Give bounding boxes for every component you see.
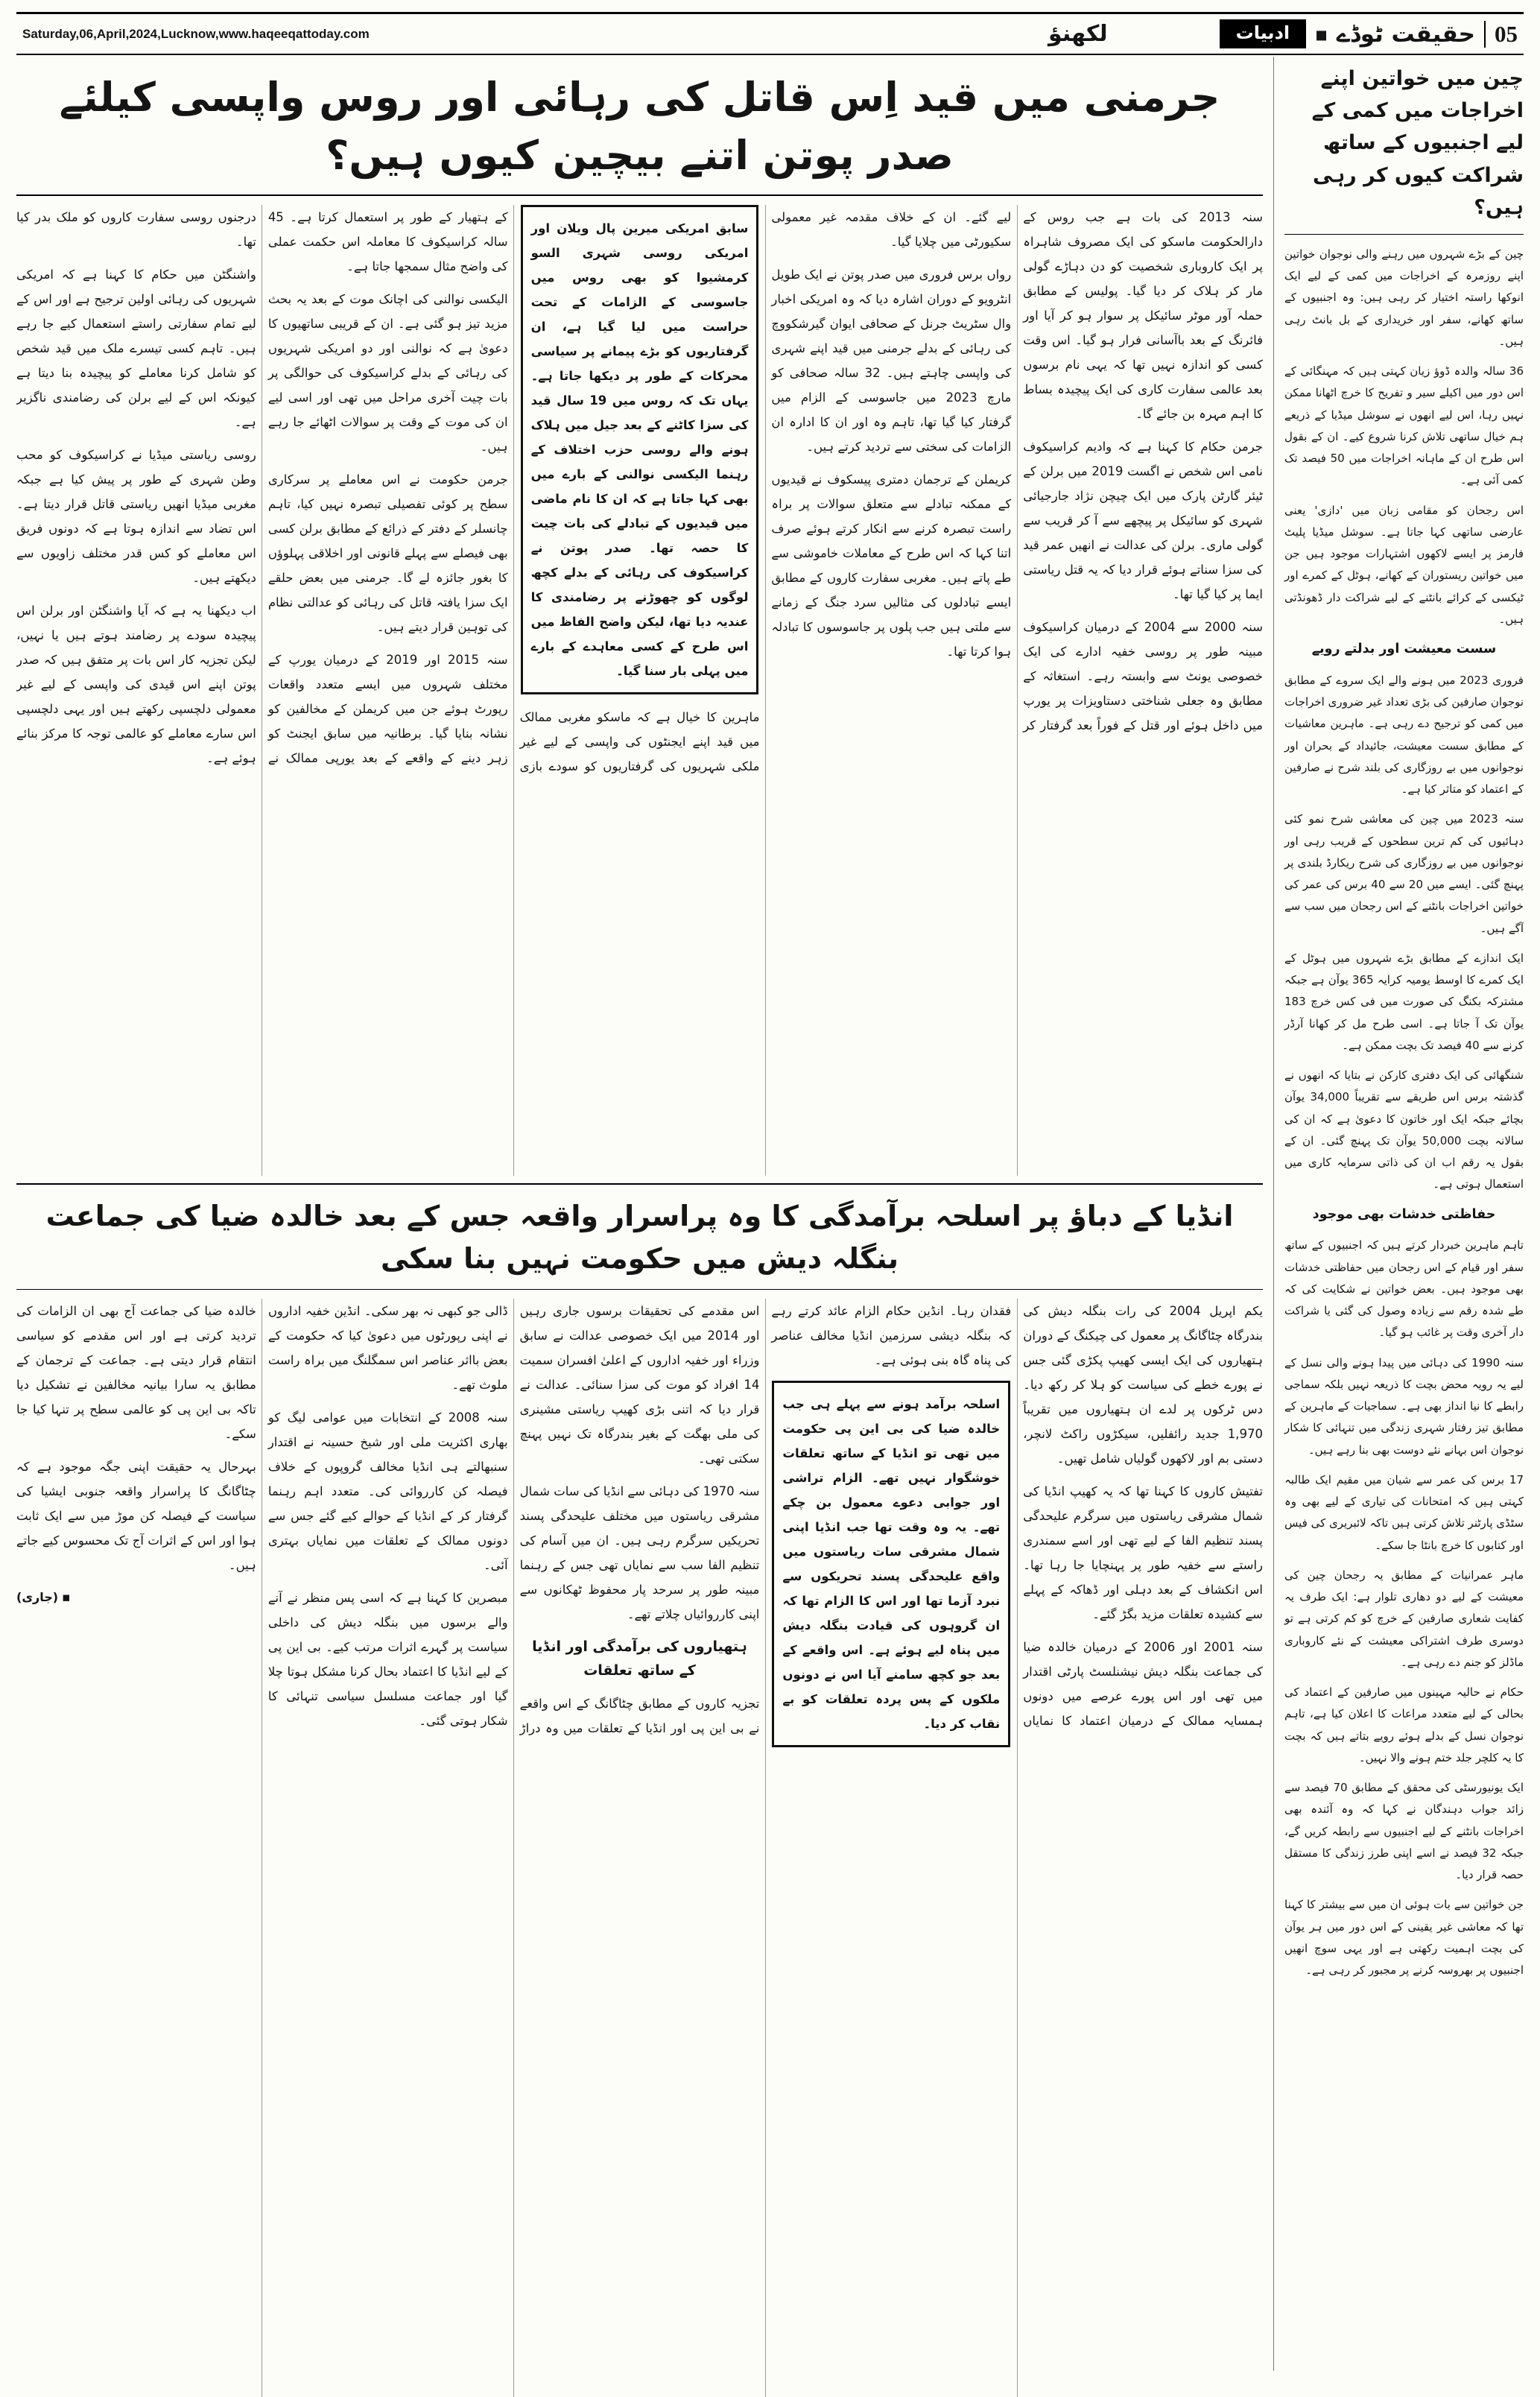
body-paragraph: سنہ 2000 سے 2004 کے درمیان کراسیکوف مبینہ طور پر روسی خفیہ ادارے کی ایک خصوصی یونٹ سے وابستہ رہے۔ استغاثہ کے مطابق وہ جعلی شناختی دستاویزات پر یورپ میں داخل ہوئے اور قتل کے فوراً بعد گرفتار کر لیے گئے۔ ان کے خلاف مقدمہ غیر معمولی سکیورٹی میں چلایا گیا۔ <box>771 209 1263 732</box>
body-paragraph: سنہ 1990 کی دہائی میں پیدا ہونے والی نسل کے لیے یہ رویہ محض بچت کا ذریعہ نہیں بلکہ سماجی رابطے کا نیا انداز بھی ہے۔ سماجیات کے ماہرین کے مطابق تیز رفتار شہری زندگی میں تنہائی کا شکار نوجوان اس بہانے نئے دوست بھی بنا رہے ہیں۔ <box>1284 1355 1524 1457</box>
article-arms-subhead: ہتھیاروں کی برآمدگی اور انڈیا کے ساتھ تعلقات <box>532 1638 747 1679</box>
body-paragraph: روسی ریاستی میڈیا نے کراسیکوف کو محب وطن شہری کے طور پر پیش کیا ہے جبکہ مغربی میڈیا انھیں ریاستی قاتل قرار دیتا ہے۔ اس تضاد سے اندازہ ہوتا ہے کہ دونوں فریق اس معاملے کو کس قدر مختلف زاویوں سے دیکھتے ہیں۔ <box>16 447 256 585</box>
body-paragraph: حکام نے حالیہ مہینوں میں صارفین کے اعتماد کی بحالی کے لیے متعدد مراعات کا اعلان کیا ہے، تاہم نوجوان نسل کے بدلے ہوئے رویے بتاتے ہیں کہ بچت کا یہ کلچر جلد ختم ہونے والا نہیں۔ <box>1284 1685 1524 1764</box>
city-name: لکھنؤ <box>1048 21 1108 47</box>
article-china-subhead: سست معیشت اور بدلتے رویے <box>1311 642 1497 657</box>
page-content <box>16 57 1524 2371</box>
dateline: Saturday,06,April,2024,Lucknow,www.haqeeqattoday.com <box>22 26 370 41</box>
body-paragraph: ماہر عمرانیات کے مطابق یہ رجحان چین کی معیشت کے لیے دو دھاری تلوار ہے: ایک طرف یہ کفایت شعاری صارفین کے خرچ کو کم کرتی ہے تو دوسری طرف اشتراکی معیشت کے نئے کاروباری ماڈلز کو جنم دے رہی ہے۔ <box>1284 1568 1524 1669</box>
body-paragraph: تفتیش کاروں کا کہنا تھا کہ یہ کھیپ انڈیا کی شمال مشرقی ریاستوں میں سرگرم علیحدگی پسند تنظیم الفا کے لیے تھی اور اسے سمندری راستے سے خفیہ طور پر پہنچایا جا رہا تھا۔ اس انکشاف کے بعد دہلی اور ڈھاکہ کے پہلے سے کشیدہ تعلقات مزید بگڑ گئے۔ <box>1023 1484 1263 1621</box>
article-putin-body <box>16 196 1263 1176</box>
body-paragraph: اس رجحان کو مقامی زبان میں 'دازی' یعنی عارضی ساتھی کہا جاتا ہے۔ سوشل میڈیا پلیٹ فارمز پر ایسے لاکھوں اشتہارات موجود ہیں جن میں خواتین ریستوران کے کھانے، ہوٹل کے کمرے اور ٹیکسی کے کرائے بانٹنے کے لیے شراکت دار ڈھونڈتی ہیں۔ <box>1284 503 1524 626</box>
body-paragraph: تجزیہ کاروں کے مطابق چٹاگانگ کے اس واقعے نے بی این پی اور انڈیا کے تعلقات میں وہ دراڑ ڈالی جو کبھی نہ بھر سکی۔ انڈین خفیہ اداروں نے اپنی رپورٹوں میں دعویٰ کیا کہ حکومت کے بعض بااثر عناصر اس سمگلنگ میں براہ راست ملوث تھے۔ <box>267 1303 760 1736</box>
body-paragraph: سنہ 2023 میں چین کی معاشی شرح نمو کئی دہائیوں کی کم ترین سطحوں کے قریب رہی اور نوجوانوں میں بے روزگاری کی شرح ریکارڈ بلندی پر پہنچ گئی۔ ایسے میں 20 سے 40 برس کی عمر کی خواتین اخراجات بانٹنے کے اس رجحان میں سب سے آگے ہیں۔ <box>1284 812 1524 935</box>
body-paragraph: سنہ 2015 اور 2019 کے درمیان یورپ کے مختلف شہروں میں ایسے متعدد واقعات رپورٹ ہوئے جن میں کریملن کے مخالفین کو نشانہ بنایا گیا۔ برطانیہ میں سابق ایجنٹ کو زہر دینے کے واقعے کے بعد یورپی ممالک نے درجنوں روسی سفارت کاروں کو ملک بدر کیا تھا۔ <box>16 209 508 765</box>
body-paragraph: 36 سالہ والدہ ڈوؤ زیان کہتی ہیں کہ مہنگائی کے اس دور میں اکیلے سیر و تفریح کا خرچ اٹھانا ممکن نہیں رہا، اس لیے انھوں نے سوشل میڈیا کے ذریعے ہم خیال ساتھی تلاش کرنا شروع کیے۔ ان کے بقول اس طرح ان کے ماہانہ اخراجات میں 50 فیصد تک کمی آئی ہے۔ <box>1284 364 1524 487</box>
masthead-group <box>1220 19 1518 48</box>
newspaper-title: حقیقت ٹوڈے <box>1336 20 1475 48</box>
masthead-bar <box>16 12 1524 55</box>
continued-label: (جاری) <box>16 1589 59 1604</box>
main-area <box>16 57 1263 2371</box>
body-paragraph: سنہ 2008 کے انتخابات میں عوامی لیگ کو بھاری اکثریت ملی اور شیخ حسینہ نے اقتدار سنبھالتے ہی انڈیا مخالف گروپوں کے خلاف فیصلہ کن کارروائی کی۔ متعدد اہم رہنما گرفتار کر کے انڈیا کے حوالے کیے گئے جس سے دونوں ممالک کے تعلقات میں نمایاں بہتری آئی۔ <box>267 1410 508 1572</box>
body-paragraph: 17 برس کی عمر سے شیان میں مقیم ایک طالبہ کہتی ہیں کہ امتحانات کی تیاری کے لیے بھی وہ سٹڈی پارٹنر تلاش کرتی ہیں تاکہ لائبریری کی فیس اور کتابوں کا خرچ بانٹا جا سکے۔ <box>1284 1472 1524 1552</box>
continued-marker <box>16 1586 256 1609</box>
body-paragraph: چین کے بڑے شہروں میں رہنے والی نوجوان خواتین اپنے روزمرہ کے اخراجات میں کمی کے لیے ایک انوکھا راستہ اختیار کر رہی ہیں: وہ اجنبیوں کے ساتھ کھانے، سفر اور خریداری کے بل بانٹ رہی ہیں۔ <box>1284 247 1524 348</box>
body-paragraph: اس مقدمے کی تحقیقات برسوں جاری رہیں اور 2014 میں ایک خصوصی عدالت نے سابق وزراء اور خفیہ اداروں کے اعلیٰ افسران سمیت 14 افراد کو موت کی سزا سنائی۔ عدالت نے قرار دیا کہ اتنی بڑی کھیپ ریاستی مشینری کی ملی بھگت کے بغیر بندرگاہ تک نہیں پہنچ سکتی تھی۔ <box>519 1303 760 1466</box>
masthead-ornament-icon: ◼ <box>1315 25 1328 43</box>
body-paragraph: جن خواتین سے بات ہوئی ان میں سے بیشتر کا کہنا تھا کہ معاشی غیر یقینی کے اس دور میں ہر یوآن کی بچت اہمیت رکھتی ہے اور یہی سوچ انھیں اجنبیوں پر بھروسہ کرنے پر مجبور کر رہی ہے۔ <box>1284 1898 1524 1978</box>
pull-quote-box: سابق امریکی میرین پال ویلان اور امریکی روسی شہری السو کرمشیوا کو بھی روس میں جاسوسی کے الزامات کے تحت حراست میں لیا گیا ہے، ان گرفتاریوں کو بڑے پیمانے پر سیاسی محرکات کے طور پر دیکھا جاتا ہے۔ یہاں تک کہ روس میں 19 سال قید کی سزا کاٹنے کے بعد جیل میں ہلاک ہونے والے روسی حزب اختلاف کے رہنما الیکسی نوالنی کے بارے میں بھی کہا جاتا ہے کہ ان کا نام ماضی میں قیدیوں کے تبادلے کی بات چیت کا حصہ تھا۔ صدر پوتن نے کراسیکوف کی رہائی کے بدلے کچھ لوگوں کو چھوڑنے پر رضامندی کا عندیہ دیا تھا، لیکن واضح الفاظ میں اس طرح کے کسی معاہدے کے بارے میں پہلی بار سنا گیا۔ <box>521 205 759 694</box>
body-paragraph: سنہ 2001 اور 2006 کے درمیان خالدہ ضیا کی جماعت بنگلہ دیش نیشنلسٹ پارٹی اقتدار میں تھی اور اس پورے عرصے میں دونوں ہمسایہ ممالک کے درمیان اعتماد کا نمایاں فقدان رہا۔ انڈین حکام الزام عائد کرتے رہے کہ بنگلہ دیشی سرزمین انڈیا مخالف عناصر کی پناہ گاہ بنی ہوئی ہے۔ <box>771 1303 1263 1728</box>
body-paragraph: یکم اپریل 2004 کی رات بنگلہ دیش کی بندرگاہ چٹاگانگ پر معمول کی چیکنگ کے دوران ہتھیاروں کی ایک ایسی کھیپ پکڑی گئی جس نے پورے خطے کی سیاست کو ہلا کر رکھ دیا۔ دس ٹرکوں پر لدے ان ہتھیاروں میں تقریباً 1,970 جدید رائفلیں، سیکڑوں راکٹ لانچر، دستی بم اور لاکھوں گولیاں شامل تھیں۔ <box>1023 1303 1263 1466</box>
body-paragraph: جرمن حکام کا کہنا ہے کہ وادیم کراسیکوف نامی اس شخص نے اگست 2019 میں برلن کے ٹیئر گارٹن پارک میں ایک چیچن نژاد جارجیائی شہری کو سائیکل پر پیچھے سے آ کر قریب سے گولی ماری۔ برلن کی عدالت نے انھیں عمر قید کی سزا سناتے ہوئے قرار دیا کہ یہ قتل ریاستی ایما پر کیا گیا تھا۔ <box>1023 439 1263 601</box>
body-paragraph: ایک اندازے کے مطابق بڑے شہروں میں ہوٹل کے ایک کمرے کا اوسط یومیہ کرایہ 365 یوآن ہے جبکہ مشترکہ بکنگ کی صورت میں فی کس خرچ 183 یوآن تک آ جاتا ہے۔ اسی طرح مل کر کھانا آرڈر کرنے سے 40 فیصد تک بچت ممکن ہے۔ <box>1284 951 1524 1052</box>
body-paragraph: اب دیکھنا یہ ہے کہ آیا واشنگٹن اور برلن اس پیچیدہ سودے پر رضامند ہوتے ہیں یا نہیں، لیکن تجزیہ کار اس بات پر متفق ہیں کہ صدر پوتن اپنے اس قیدی کی واپسی کے لیے غیر معمولی دلچسپی رکھتے ہیں اور یہی دلچسپی اس سارے معاملے کو عالمی توجہ کا مرکز بنائے ہوئے ہے۔ <box>16 603 256 765</box>
article-putin <box>16 57 1263 1176</box>
body-paragraph: کریملن کے ترجمان دمتری پیسکوف نے قیدیوں کے ممکنہ تبادلے سے متعلق سوالات پر براہ راست تبصرہ کرنے سے انکار کرتے ہوئے صرف اتنا کہا کہ اس طرح کے معاملات خاموشی سے طے پاتے ہیں۔ مغربی سفارت کاروں کے مطابق ایسے تبادلوں کی مثالیں سرد جنگ کے زمانے سے ملتی ہیں جب پلوں پر جاسوسوں کا تبادلہ ہوا کرتا تھا۔ <box>771 472 1012 659</box>
section-label: ادبیات <box>1220 19 1306 48</box>
header-divider <box>1484 21 1486 48</box>
body-paragraph: خالدہ ضیا کی جماعت آج بھی ان الزامات کی تردید کرتی ہے اور اس مقدمے کو سیاسی انتقام قرار دیتی ہے۔ جماعت کے ترجمان کے مطابق یہ سارا بیانیہ مخالفین نے تشکیل دیا تاکہ بی این پی کو عالمی سطح پر تنہا کیا جا سکے۔ <box>16 1303 256 1441</box>
page-number: 05 <box>1495 20 1518 47</box>
article-arms <box>16 1183 1263 2397</box>
body-paragraph: الیکسی نوالنی کی اچانک موت کے بعد یہ بحث مزید تیز ہو گئی ہے۔ ان کے قریبی ساتھیوں کا دعویٰ ہے کہ نوالنی اور دو امریکی شہریوں کی رہائی کے بدلے کراسیکوف کی حوالگی پر بات چیت آخری مراحل میں تھی اور اسی لیے ان کی موت کے وقت پر سوالات اٹھائے جا رہے ہیں۔ <box>267 291 508 454</box>
body-paragraph: تاہم ماہرین خبردار کرتے ہیں کہ اجنبیوں کے ساتھ سفر اور قیام کے اس رجحان میں حفاظتی خدشات بھی موجود ہیں۔ بعض خواتین نے شکایت کی کہ طے شدہ رقم سے زیادہ وصول کی گئی یا شراکت دار آخری وقت پر غائب ہو گیا۔ <box>1284 1238 1524 1340</box>
body-paragraph: فروری 2023 میں ہونے والے ایک سروے کے مطابق نوجوان صارفین کی بڑی تعداد غیر ضروری اخراجات میں کمی کو ترجیح دے رہی ہے۔ ماہرین معاشیات کے مطابق سست معیشت، جائیداد کے بحران اور نوجوانوں میں بے روزگاری کی بلند شرح نے صارفین کے اعتماد کو متاثر کیا ہے۔ <box>1284 673 1524 797</box>
article-arms-headline: انڈیا کے دباؤ پر اسلحہ برآمدگی کا وہ پراسرار واقعہ جس کے بعد خالدہ ضیا کی جماعت بنگلہ دیش میں حکومت نہیں بنا سکی <box>16 1185 1263 1290</box>
body-paragraph: ماہرین کا خیال ہے کہ ماسکو مغربی ممالک میں قید اپنے ایجنٹوں کی واپسی کے لیے غیر ملکی شہریوں کی گرفتاریوں کو سودے بازی کے ہتھیار کے طور پر استعمال کرتا ہے۔ 45 سالہ کراسیکوف کا معاملہ اس حکمت عملی کی واضح مثال سمجھا جاتا ہے۔ <box>267 209 760 773</box>
pull-quote-box: اسلحہ برآمد ہونے سے پہلے ہی جب خالدہ ضیا کی بی این پی حکومت میں تھی تو انڈیا کے ساتھ تعلقات خوشگوار نہیں تھے۔ الزام تراشی اور جوابی دعوے معمول بن چکے تھے۔ یہ وہ وقت تھا جب انڈیا اپنی شمال مشرقی سات ریاستوں میں واقع علیحدگی پسند تحریکوں سے نبرد آزما تھا اور اس کا الزام تھا کہ ان گروہوں کی قیادت بنگلہ دیش میں پناہ لیے ہوئے ہے۔ اس واقعے کے بعد جو کچھ سامنے آیا اس نے دونوں ملکوں کے پس پردہ تعلقات کو بے نقاب کر دیا۔ <box>772 1381 1010 1747</box>
body-paragraph: سنہ 1970 کی دہائی سے انڈیا کی سات شمال مشرقی ریاستوں میں مختلف علیحدگی پسند تحریکیں سرگرم رہی ہیں۔ ان میں آسام کی تنظیم الفا سب سے نمایاں تھی جس کے رہنما مبینہ طور پر سرحد پار محفوظ ٹھکانوں سے اپنی کارروائیاں چلاتے تھے۔ <box>519 1484 760 1621</box>
body-paragraph: بہرحال یہ حقیقت اپنی جگہ موجود ہے کہ چٹاگانگ کا پراسرار واقعہ جنوبی ایشیا کی سیاست کے فیصلہ کن موڑ میں سے ایک ثابت ہوا اور اس کے اثرات آج تک محسوس کیے جاتے ہیں۔ <box>16 1459 256 1572</box>
body-paragraph: واشنگٹن میں حکام کا کہنا ہے کہ امریکی شہریوں کی رہائی اولین ترجیح ہے اور اس کے لیے تمام سفارتی راستے استعمال کیے جا رہے ہیں۔ تاہم کسی تیسرے ملک میں قید شخص کو شامل کرنا معاملے کو پیچیدہ بنا دیتا ہے کیونکہ اس کے لیے برلن کی رضامندی ناگزیر ہے۔ <box>16 267 256 429</box>
body-paragraph: سنہ 2013 کی بات ہے جب روس کے دارالحکومت ماسکو کی ایک مصروف شاہراہ پر ایک کاروباری شخصیت کو دن دہاڑے گولی مار کر ہلاک کر دیا گیا۔ پولیس کے مطابق حملہ آور موٹر سائیکل پر سوار ہو کر آیا اور فائرنگ کے بعد باآسانی فرار ہو گیا۔ اس وقت کسی کو اندازہ نہیں تھا کہ یہی نام برسوں بعد عالمی سفارت کاری کی ایک پیچیدہ بساط کا اہم مہرہ بن جائے گا۔ <box>1023 209 1263 421</box>
body-paragraph: مبصرین کا کہنا ہے کہ اسی پس منظر نے آنے والے برسوں میں بنگلہ دیش کی داخلی سیاست پر گہرے اثرات مرتب کیے۔ بی این پی کے لیے انڈیا کا اعتماد بحال کرنا مشکل ہوتا چلا گیا اور جماعت مسلسل سیاسی تنہائی کا شکار ہوتی گئی۔ <box>267 1590 508 1728</box>
body-paragraph: جرمن حکومت نے اس معاملے پر سرکاری سطح پر کوئی تفصیلی تبصرہ نہیں کیا، تاہم چانسلر کے دفتر کے ذرائع کے مطابق برلن کسی بھی فیصلے سے پہلے قانونی اور اخلاقی پہلوؤں کا بغور جائزہ لے گا۔ جرمنی میں بعض حلقے ایک سزا یافتہ قاتل کی رہائی کو عدالتی نظام کی توہین قرار دیتے ہیں۔ <box>267 472 508 634</box>
article-arms-body <box>16 1290 1263 2397</box>
continued-square-icon: ■ <box>62 1592 71 1603</box>
article-putin-headline: جرمنی میں قید اِس قاتل کی رہائی اور روس واپسی کیلئے صدر پوتن اتنے بیچین کیوں ہیں؟ <box>16 57 1263 196</box>
body-paragraph: شنگھائی کی ایک دفتری کارکن نے بتایا کہ انھوں نے گذشتہ برس اس طریقے سے تقریباً 34,000 یوآن بچائے جبکہ ایک اور خاتون کا دعویٰ ہے کہ ان کی سالانہ بچت 50,000 یوآن تک پہنچ گئی۔ ان کے بقول یہ رقم اب ان کی ذاتی سرمایہ کاری میں استعمال ہوتی ہے۔ <box>1284 1068 1524 1191</box>
article-china-subhead: حفاظتی خدشات بھی موجود <box>1312 1206 1496 1222</box>
article-china-headline: چین میں خواتین اپنے اخراجات میں کمی کے لیے اجنبیوں کے ساتھ شراکت کیوں کر رہی ہیں؟ <box>1284 57 1524 235</box>
article-china-column <box>1273 57 1524 2371</box>
body-paragraph: ایک یونیورسٹی کی محقق کے مطابق 70 فیصد سے زائد جواب دہندگان نے کہا کہ وہ آئندہ بھی اخراجات بانٹنے کے لیے اجنبیوں سے رابطہ کریں گے، جبکہ 32 فیصد نے اسے اپنی طرز زندگی کا مستقل حصہ قرار دیا۔ <box>1284 1781 1524 1882</box>
body-paragraph: رواں برس فروری میں صدر پوتن نے ایک طویل انٹرویو کے دوران اشارہ دیا کہ وہ امریکی اخبار وال سٹریٹ جرنل کے صحافی ایوان گیرشکووچ کی رہائی کے بدلے جرمنی میں قید اپنے شہری کی واپسی چاہتے ہیں۔ 32 سالہ صحافی کو مارچ 2023 میں جاسوسی کے الزام میں گرفتار کیا گیا تھا، تاہم وہ اور ان کا ادارہ ان الزامات کی سختی سے تردید کرتے ہیں۔ <box>771 267 1012 454</box>
